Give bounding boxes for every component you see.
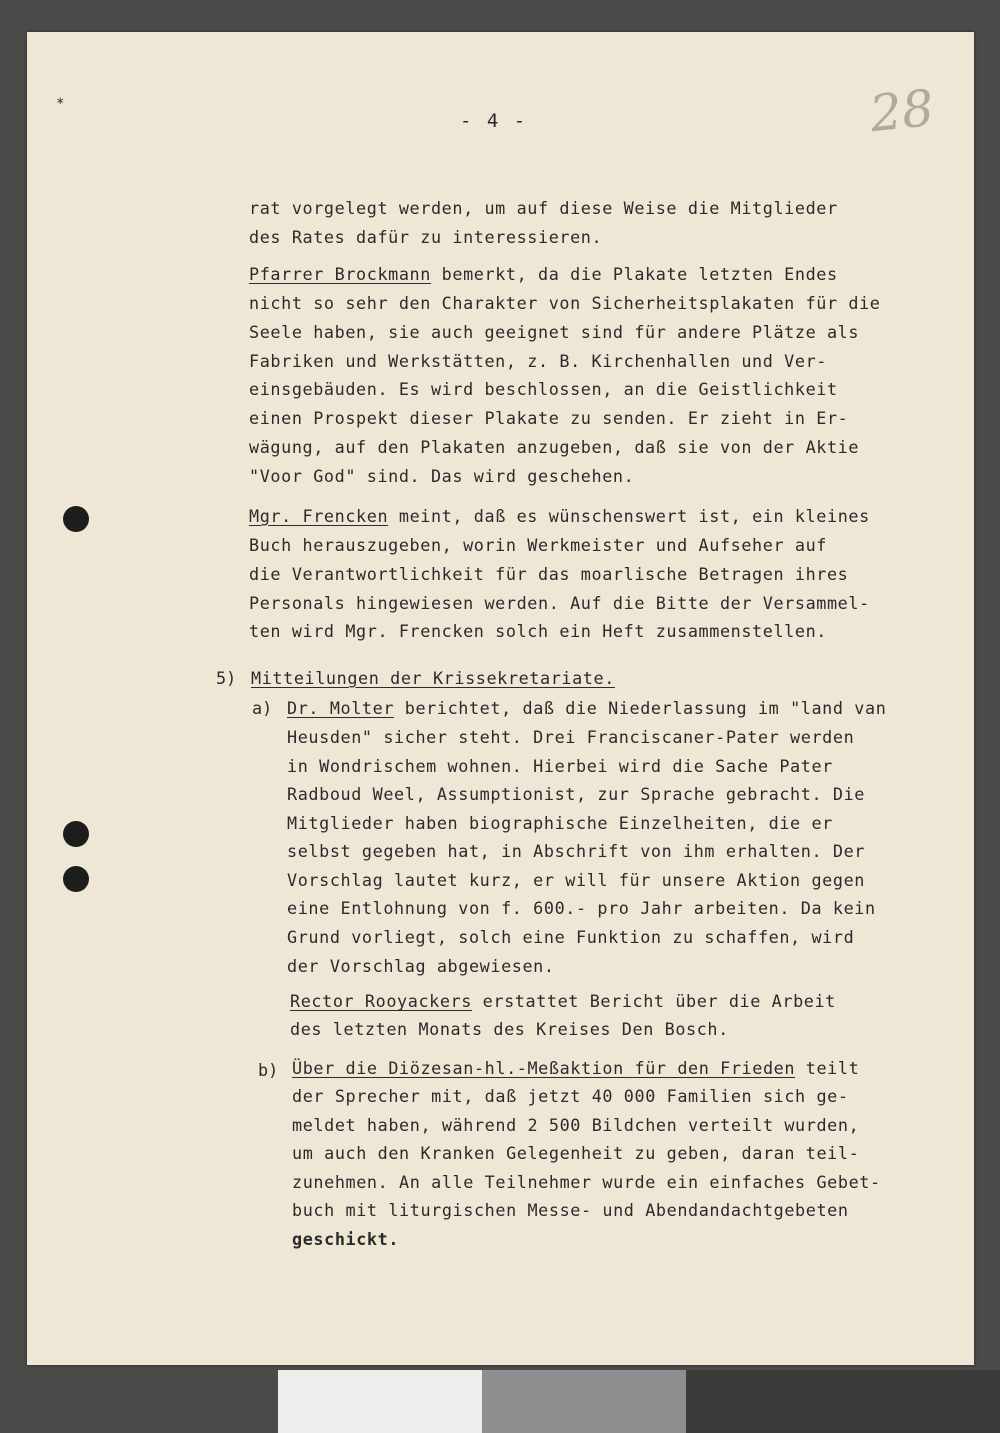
calibration-patch-white <box>278 1370 482 1433</box>
text-line: buch mit liturgischen Messe- und Abendandachtgebeten <box>292 1200 849 1220</box>
text-line: einen Prospekt dieser Plakate zu senden. Er zieht in Er- <box>249 408 849 428</box>
text-line: geschickt. <box>292 1229 400 1249</box>
item-label: a) <box>252 698 273 718</box>
text-line: rat vorgelegt werden, um auf diese Weise die Mitglieder <box>249 198 838 218</box>
archive-number: 28 <box>867 78 937 144</box>
text-line: Personals hingewiesen werden. Auf die Bitte der Versammel- <box>249 593 870 613</box>
text-line: meldet haben, während 2 500 Bildchen verteilt wurden, <box>292 1115 860 1135</box>
text-line: Mgr. Frencken meint, daß es wünschenswert ist, ein kleines <box>249 506 870 526</box>
punch-hole <box>63 821 89 847</box>
text-line: Dr. Molter berichtet, daß die Niederlassung im "land van <box>287 698 887 718</box>
page-number: - 4 - <box>460 110 528 132</box>
text-line: um auch den Kranken Gelegenheit zu geben, daran teil- <box>292 1143 860 1163</box>
text-line: der Vorschlag abgewiesen. <box>287 956 555 976</box>
calibration-patch-gray <box>482 1370 686 1433</box>
text-line: Mitglieder haben biographische Einzelheiten, die er <box>287 813 833 833</box>
text-line: wägung, auf den Plakaten anzugeben, daß sie von der Aktie <box>249 437 860 457</box>
text-line: "Voor God" sind. Das wird geschehen. <box>249 466 635 486</box>
item-label: b) <box>258 1060 279 1080</box>
text-line: Pfarrer Brockmann bemerkt, da die Plakate letzten Endes <box>249 264 838 284</box>
text-line: ten wird Mgr. Frencken solch ein Heft zusammenstellen. <box>249 621 827 641</box>
text-line: des letzten Monats des Kreises Den Bosch. <box>290 1019 729 1039</box>
text-line: Fabriken und Werkstätten, z. B. Kirchenhallen und Ver- <box>249 351 827 371</box>
text-line: Heusden" sicher steht. Drei Franciscaner-Pater werden <box>287 727 855 747</box>
topic-heading: Über die Diözesan-hl.-Meßaktion für den Frieden <box>292 1058 796 1078</box>
text-line: zunehmen. An alle Teilnehmer wurde ein einfaches Gebet- <box>292 1172 881 1192</box>
corner-mark: * <box>56 96 65 112</box>
text-line: Radboud Weel, Assumptionist, zur Sprache gebracht. Die <box>287 784 865 804</box>
text-line: Über die Diözesan-hl.-Meßaktion für den Frieden teilt <box>292 1058 860 1078</box>
speaker-name: Dr. Molter <box>287 698 395 718</box>
section-number: 5) <box>216 668 237 688</box>
speaker-name: Rector Rooyackers <box>290 991 472 1011</box>
text-line: selbst gegeben hat, in Abschrift von ihm erhalten. Der <box>287 841 865 861</box>
text-line: Grund vorliegt, solch eine Funktion zu schaffen, wird <box>287 927 855 947</box>
section-heading: Mitteilungen der Krissekretariate. <box>251 668 615 688</box>
text-line: Buch herauszugeben, worin Werkmeister und Aufseher auf <box>249 535 827 555</box>
calibration-patch-dark <box>686 1370 1000 1433</box>
speaker-name: Mgr. Frencken <box>249 506 389 526</box>
text-line: in Wondrischem wohnen. Hierbei wird die Sache Pater <box>287 756 833 776</box>
text-line: des Rates dafür zu interessieren. <box>249 227 603 247</box>
text-line: Seele haben, sie auch geeignet sind für andere Plätze als <box>249 322 860 342</box>
punch-hole <box>63 866 89 892</box>
speaker-name: Pfarrer Brockmann <box>249 264 431 284</box>
text-line: nicht so sehr den Charakter von Sicherheitsplakaten für die <box>249 293 881 313</box>
text-line: einsgebäuden. Es wird beschlossen, an die Geistlichkeit <box>249 379 838 399</box>
text-line: Rector Rooyackers erstattet Bericht über die Arbeit <box>290 991 836 1011</box>
text-line: Vorschlag lautet kurz, er will für unsere Aktion gegen <box>287 870 865 890</box>
punch-hole <box>63 506 89 532</box>
text-line: eine Entlohnung von f. 600.- pro Jahr arbeiten. Da kein <box>287 898 876 918</box>
text-line: der Sprecher mit, daß jetzt 40 000 Familien sich ge- <box>292 1086 849 1106</box>
text-line: die Verantwortlichkeit für das moarlische Betragen ihres <box>249 564 849 584</box>
